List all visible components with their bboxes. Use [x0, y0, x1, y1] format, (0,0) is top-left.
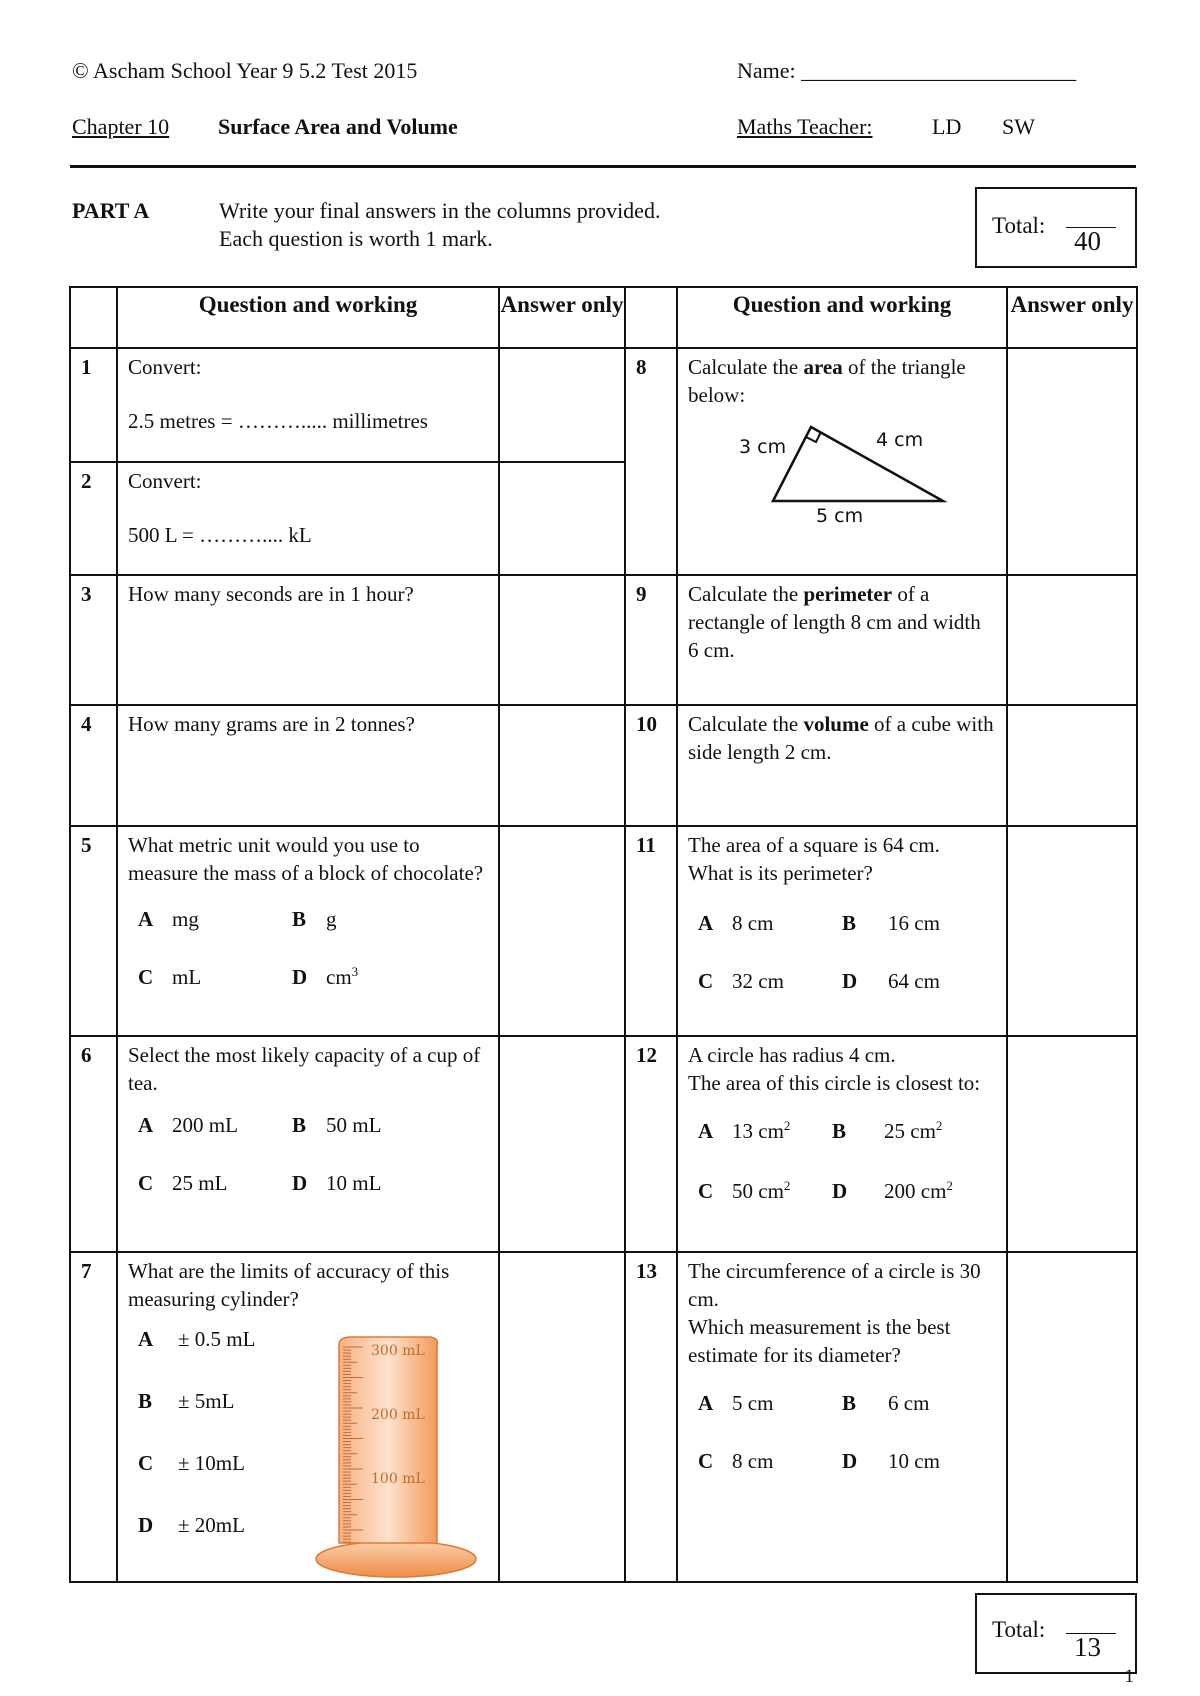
q13-option-b[interactable]: 6 cm	[888, 1391, 930, 1415]
q12-option-c[interactable]: 50 $cm^2$	[732, 1178, 791, 1203]
q3-question: How many seconds are in 1 hour?	[117, 575, 499, 705]
q6-option-a[interactable]: 200 mL	[172, 1113, 238, 1137]
q5-option-b[interactable]: g	[326, 907, 337, 931]
page-number: 1	[1124, 1666, 1134, 1687]
teacher-option-sw[interactable]: SW	[1002, 114, 1035, 139]
q11-line2: What is its perimeter?	[688, 861, 873, 885]
q12-options-row1: A 13 $cm^2$ B 25 $cm^2$	[698, 1118, 943, 1143]
q7-option-d-row: D ± 20mL	[138, 1513, 245, 1537]
q13-line1: The circumference of a circle is 30 cm.	[688, 1259, 981, 1311]
q12-option-b[interactable]: 25 $cm^2$	[884, 1118, 943, 1143]
q6-text: Select the most likely capacity of a cup of tea.	[128, 1043, 481, 1095]
q13-question	[677, 1252, 1007, 1582]
q11-option-b[interactable]: 16 cm	[888, 911, 940, 935]
q7-option-c-row: C ± 10mL	[138, 1451, 245, 1475]
q6-answer-box[interactable]	[499, 1036, 625, 1252]
q13-options-row2: C 8 cm D 10 cm	[698, 1449, 940, 1473]
q5-question	[117, 826, 499, 1036]
q6-option-d[interactable]: 10 mL	[326, 1171, 382, 1195]
q2-line1: Convert:	[128, 469, 202, 493]
q12-line2: The area of this circle is closest to:	[688, 1071, 981, 1095]
q12-option-d[interactable]: 200 $cm^2$	[884, 1178, 953, 1203]
header-divider	[70, 165, 1136, 168]
q5-option-d[interactable]: $cm^3$	[326, 964, 359, 989]
side-a-label: 3 cm	[739, 436, 787, 458]
q9-answer-box[interactable]	[1007, 575, 1137, 705]
q6-number: 6	[70, 1036, 117, 1252]
total-out-of: 40	[1074, 226, 1101, 256]
q11-option-c[interactable]: 32 cm	[732, 969, 784, 993]
q11-option-a[interactable]: 8 cm	[732, 911, 774, 935]
q12-options-row2: C 50 $cm^2$ D 200 $cm^2$	[698, 1178, 953, 1203]
q11-options-row1: A 8 cm B 16 cm	[698, 911, 940, 935]
q1-number: 1	[70, 348, 117, 462]
cylinder-label-200: 200 mL	[371, 1407, 425, 1423]
q11-answer-box[interactable]	[1007, 826, 1137, 1036]
q10-answer-box[interactable]	[1007, 705, 1137, 826]
q7-option-a-row: A ± 0.5 mL	[138, 1327, 256, 1351]
cylinder-label-100: 100 mL	[371, 1471, 425, 1487]
cylinder-label-300: 300 mL	[371, 1343, 425, 1359]
q6-option-b[interactable]: 50 mL	[326, 1113, 382, 1137]
q3-number: 3	[70, 575, 117, 705]
name-blank: _________________________	[801, 58, 1077, 83]
q7-option-a[interactable]: ± 0.5 mL	[178, 1327, 256, 1351]
q8-number: 8	[625, 348, 677, 575]
header-num-right	[625, 287, 677, 348]
q12-line1: A circle has radius 4 cm.	[688, 1043, 896, 1067]
q12-number: 12	[625, 1036, 677, 1252]
q8-text: Calculate the area of the triangle below:	[688, 355, 966, 407]
page-total-box	[975, 1593, 1137, 1674]
part-label: PART A	[72, 198, 150, 223]
q5-options-row2: C mL D $cm^3$	[138, 964, 359, 989]
part-a-total-box	[975, 187, 1137, 268]
q5-number: 5	[70, 826, 117, 1036]
q8-question	[677, 348, 1007, 575]
part-instruction-2: Each question is worth 1 mark.	[219, 226, 493, 251]
q13-option-c[interactable]: 8 cm	[732, 1449, 774, 1473]
q5-answer-box[interactable]	[499, 826, 625, 1036]
cylinder-base	[316, 1541, 476, 1577]
total-label: Total:	[992, 213, 1046, 238]
q13-answer-box[interactable]	[1007, 1252, 1137, 1582]
q5-options-row1: A mg B g	[138, 907, 337, 931]
name-field[interactable]	[737, 58, 1076, 84]
q5-text: What metric unit would you use to measure the mass of a block of chocolate?	[128, 833, 484, 885]
q9-number: 9	[625, 575, 677, 705]
q11-question	[677, 826, 1007, 1036]
q13-options-row1: A 5 cm B 6 cm	[698, 1391, 930, 1415]
q5-option-a[interactable]: mg	[172, 907, 199, 931]
q12-answer-box[interactable]	[1007, 1036, 1137, 1252]
q10-number: 10	[625, 705, 677, 826]
header-question-left: Question and working	[117, 287, 499, 348]
q6-question	[117, 1036, 499, 1252]
q7-option-d[interactable]: ± 20mL	[178, 1513, 245, 1537]
q2-answer-box[interactable]	[499, 462, 625, 575]
teacher-label: Maths Teacher:	[737, 114, 873, 139]
q4-answer-box[interactable]	[499, 705, 625, 826]
q8-triangle-diagram	[688, 415, 988, 525]
q11-number: 11	[625, 826, 677, 1036]
name-label: Name:	[737, 58, 796, 83]
q7-question	[117, 1252, 499, 1582]
q7-option-b[interactable]: ± 5mL	[178, 1389, 235, 1413]
q13-option-a[interactable]: 5 cm	[732, 1391, 774, 1415]
question-table	[69, 286, 1138, 1583]
q4-number: 4	[70, 705, 117, 826]
q6-options-row1: A 200 mL B 50 mL	[138, 1113, 382, 1137]
cylinder-body	[339, 1337, 437, 1543]
q8-answer-box[interactable]	[1007, 348, 1137, 575]
header-answer-right: Answer only	[1007, 287, 1137, 348]
q4-question: How many grams are in 2 tonnes?	[117, 705, 499, 826]
q13-number: 13	[625, 1252, 677, 1582]
q11-option-d[interactable]: 64 cm	[888, 969, 940, 993]
q1-question	[117, 348, 499, 462]
q12-question	[677, 1036, 1007, 1252]
q2-question	[117, 462, 499, 575]
header-question-right: Question and working	[677, 287, 1007, 348]
teacher-option-ld[interactable]: LD	[932, 114, 962, 139]
q5-option-c[interactable]: mL	[172, 965, 202, 989]
q3-answer-box[interactable]	[499, 575, 625, 705]
q7-option-b-row: B ± 5mL	[138, 1389, 235, 1413]
q11-options-row2: C 32 cm D 64 cm	[698, 969, 940, 993]
q2-number: 2	[70, 462, 117, 575]
q12-option-a[interactable]: 13 $cm^2$	[732, 1118, 791, 1143]
chapter-title: Surface Area and Volume	[218, 114, 458, 139]
measuring-cylinder-image	[311, 1331, 481, 1581]
q7-number: 7	[70, 1252, 117, 1582]
footer-total-label: Total:	[992, 1617, 1046, 1642]
q6-options-row2: C 25 mL D 10 mL	[138, 1171, 382, 1195]
part-instruction-1: Write your final answers in the columns provided.	[219, 198, 661, 223]
q13-line2: Which measurement is the best estimate for its diameter?	[688, 1315, 951, 1367]
side-c-label: 5 cm	[816, 505, 864, 525]
chapter-label: Chapter 10	[72, 114, 170, 139]
q2-line2: 500 L = ……….... kL	[128, 523, 312, 547]
header-answer-left: Answer only	[499, 287, 625, 348]
q7-option-c[interactable]: ± 10mL	[178, 1451, 245, 1475]
q9-question: Calculate the perimeter of a rectangle of length 8 cm and width 6 cm.	[677, 575, 1007, 705]
q10-question: Calculate the volume of a cube with side length 2 cm.	[677, 705, 1007, 826]
header-num-left	[70, 287, 117, 348]
school-line: © Ascham School Year 9 5.2 Test 2015	[72, 58, 418, 83]
side-b-label: 4 cm	[876, 429, 924, 451]
q7-answer-box[interactable]	[499, 1252, 625, 1582]
footer-total-out-of: 13	[1074, 1632, 1101, 1662]
q1-line1: Convert:	[128, 355, 202, 379]
q1-answer-box[interactable]	[499, 348, 625, 462]
q1-line2: 2.5 metres = ………..... millimetres	[128, 409, 428, 433]
q13-option-d[interactable]: 10 cm	[888, 1449, 940, 1473]
q11-line1: The area of a square is 64 cm.	[688, 833, 940, 857]
q6-option-c[interactable]: 25 mL	[172, 1171, 228, 1195]
q7-text: What are the limits of accuracy of this measuring cylinder?	[128, 1259, 450, 1311]
